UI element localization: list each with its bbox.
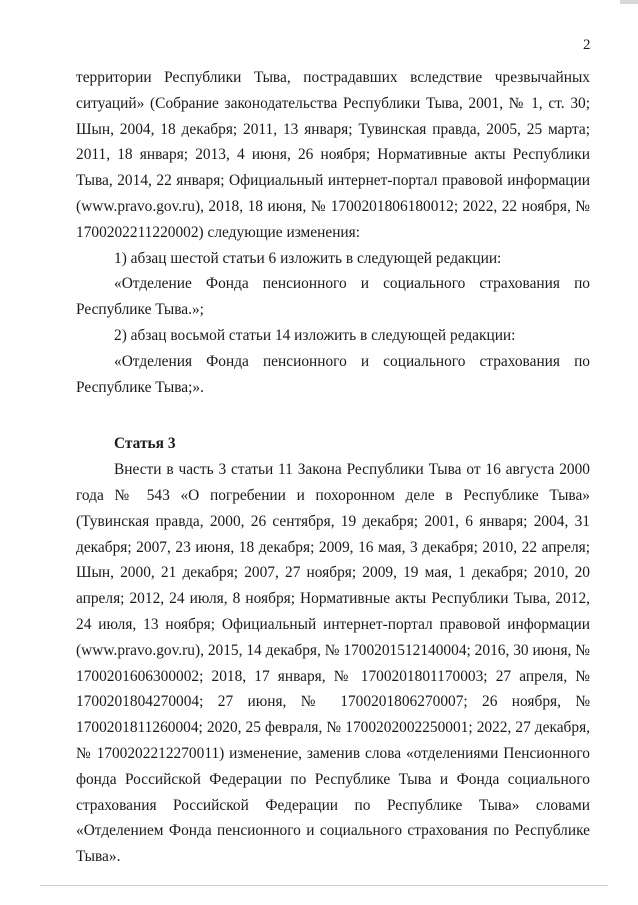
paragraph-continuation: территории Республики Тыва, пострадавших вследствие чрезвычайных ситуаций» (Собрание законодательства Республики Тыва, 2001, № 1, ст. 30; Шын, 2004, 18 декабря; 2011, 13 января; Тувинская правда, 2005, 25 марта; 2011, 18 января; 2013, 4 июня, 26 ноября; Нормативные акты Республики Тыва, 2014, 22 января; Официальный интернет-портал правовой информации (www.pravo.gov.ru), 2018, 18 июня, № 1700201806180012; 2022, 22 ноября, № 1700202211220002) следующие изменения: <box>76 69 590 241</box>
scan-edge-top <box>620 0 638 4</box>
paragraph-amendment-1: 1) абзац шестой статьи 6 изложить в следующей редакции: <box>114 249 502 267</box>
paragraph-amendment-2: 2) абзац восьмой статьи 14 изложить в следующей редакции: <box>114 326 516 344</box>
document-body <box>76 65 590 870</box>
page-number: 2 <box>583 37 591 53</box>
scan-edge-bottom <box>40 885 608 886</box>
article-body: Внести в часть 3 статьи 11 Закона Республики Тыва от 16 августа 2000 года № 543 «О погребении и похоронном деле в Республике Тыва» (Тувинская правда, 2000, 26 сентября, 19 декабря; 2001, 6 января; 2004, 31 декабря; 2007, 23 июня, 18 декабря; 2009, 16 мая, 3 декабря; 2010, 22 апреля; Шын, 2000, 21 декабря; 2007, 27 ноября; 2009, 19 мая, 1 декабря; 2010, 20 апреля; 2012, 24 июля, 8 ноября; Нормативные акты Республики Тыва, 2012, 24 июля, 13 ноября; Официальный интернет-портал правовой информации (www.pravo.gov.ru), 2015, 14 декабря, № 1700201512140004; 2016, 30 июня, № 1700201606300002; 2018, 17 января, № 1700201801170003; 27 апреля, № 1700201804270004; 27 июня, № 1700201806270007; 26 ноября, № 1700201811260004; 2020, 25 февраля, № 1700202002250001; 2022, 27 декабря, № 1700202212270011) изменение, заменив слова «отделениями Пенсионного фонда Российской Федерации по Республике Тыва и Фонда социального страхования Российской Федерации по Республике Тыва» словами «Отделением Фонда пенсионного и социального страхования по Республике Тыва». <box>76 461 590 866</box>
paragraph-amendment-2-text: «Отделения Фонда пенсионного и социального страхования по Республике Тыва;». <box>76 352 590 396</box>
paragraph-amendment-1-text: «Отделение Фонда пенсионного и социального страхования по Республике Тыва.»; <box>76 275 590 319</box>
article-heading: Статья 3 <box>114 435 176 453</box>
